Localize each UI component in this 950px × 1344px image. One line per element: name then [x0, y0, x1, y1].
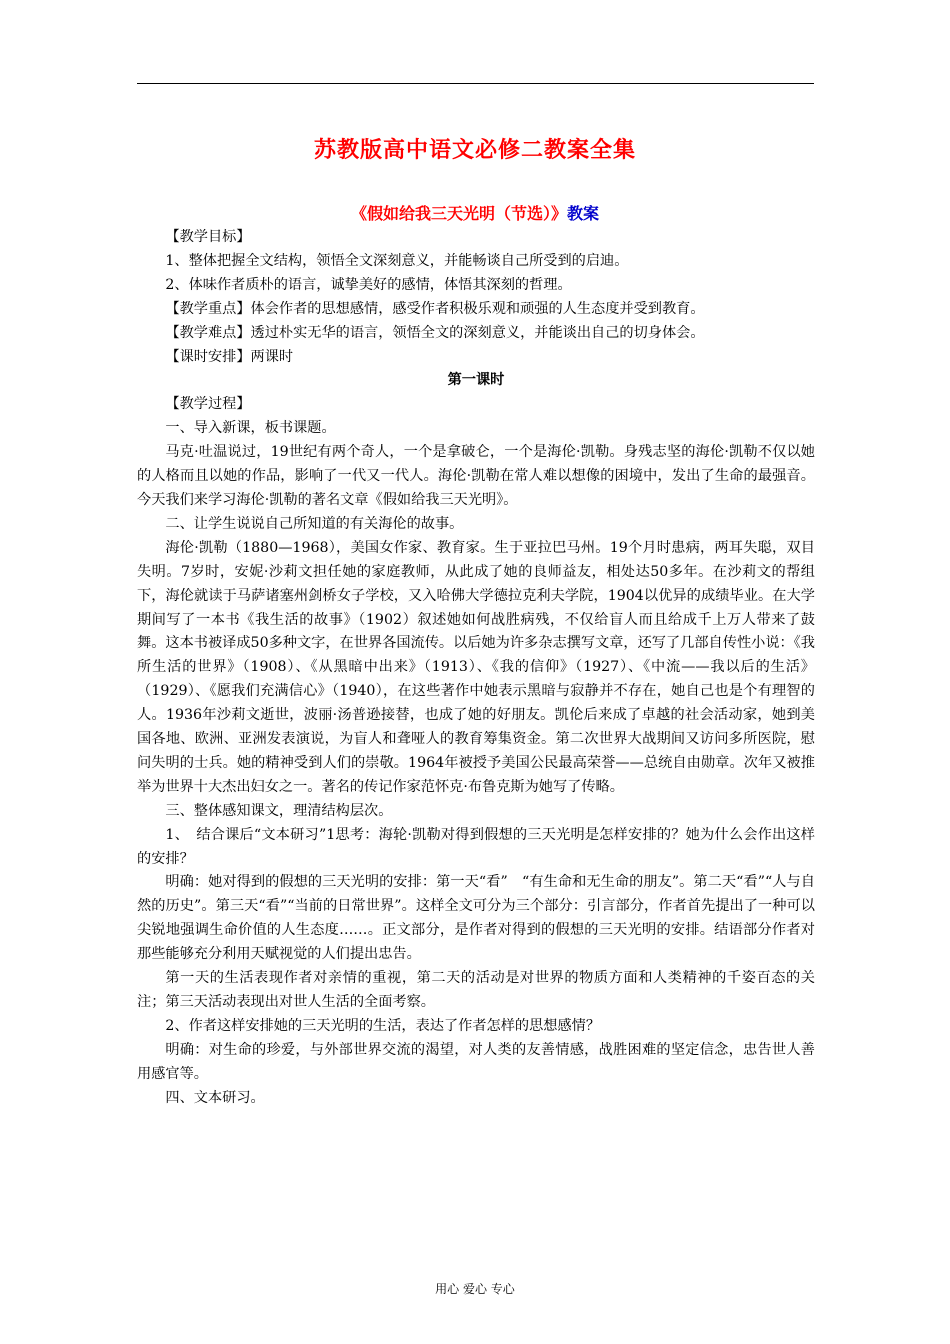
difficult-points: 【教学难点】透过朴实无华的语言，领悟全文的深刻意义，并能谈出自己的切身体会。: [165, 324, 705, 341]
body-paragraph: 海伦·凯勒（1880—1968），美国女作家、教育家。生于亚拉巴马州。19个月时患病，两耳失聪，双目失明。7岁时，安妮·沙莉文担任她的家庭教师，从此成了她的良师益友，相处达50多年。在沙莉文的帮组下，海伦就读于马萨诸塞州剑桥女子学校，又入哈佛大学德拉克利夫学院，1904以优异的成绩毕业。在大学期间写了一本书《我生活的故事》（1902）叙述她如何战胜病残，不仅给盲人而且给成千上万人带来了鼓舞。这本书被译成50多种文字，在世界各国流传。以后她为许多杂志撰写文章，还写了几部自传性小说：《我所生活的世界》（1908）、《从黑暗中出来》（1913）、《我的信仰》（1927）、《中流——我以后的生活》（1929）、《愿我们充满信心》（1940），在这些著作中她表示黑暗与寂静并不存在，她自己也是个有理智的人。1936年沙莉文逝世，波丽·汤普逊接替，也成了她的好朋友。凯伦后来成了卓越的社会活动家，她到美国各地、欧洲、亚洲发表演说，为盲人和聋哑人的教育筹集资金。第二次世界大战期间又访问多所医院，慰问失明的士兵。她的精神受到人们的崇敬。1964年被授予美国公民最高荣誉——总统自由勋章。次年又被推举为世界十大杰出妇女之一。著名的传记作家范怀克·布鲁克斯为她写了传略。: [137, 539, 815, 795]
body-paragraph: 第一天的生活表现作者对亲情的重视，第二天的活动是对世界的物质方面和人类精神的千姿百态的关注；第三天活动表现出对世人生活的全面考察。: [137, 970, 815, 1010]
header-rule: [137, 83, 814, 84]
lesson-book-title: 《假如给我三天光明（节选）》: [350, 204, 567, 223]
lesson-title: [0, 201, 950, 224]
document-body: [137, 226, 815, 1111]
body-paragraph: 马克·吐温说过，19世纪有两个奇人，一个是拿破仑，一个是海伦·凯勒。身残志坚的海伦·凯勒不仅以她的人格而且以她的作品，影响了一代又一代人。海伦·凯勒在常人难以想像的困境中，发出了生命的最强音。今天我们来学习海伦·凯勒的著名文章《假如给我三天光明》。: [137, 444, 815, 508]
lesson-one-heading: 第一课时: [447, 372, 505, 389]
lesson-title-suffix: 教案: [567, 204, 600, 223]
step-heading: 三、整体感知课文，理清结构层次。: [165, 802, 393, 819]
schedule: 【课时安排】两课时: [165, 348, 294, 365]
step-heading: 一、导入新课，板书课题。: [165, 420, 336, 437]
answer-paragraph: 明确：对生命的珍爱，与外部世界交流的渴望，对人类的友善情感，战胜困难的坚定信念，忠告世人善用感官等。: [137, 1041, 815, 1082]
question-item: 2、作者这样安排她的三天光明的生活，表达了作者怎样的思想感情？: [165, 1017, 601, 1034]
section-heading-goals: 【教学目标】: [165, 229, 251, 245]
answer-paragraph: 明确：她对得到的假想的三天光明的安排：第一天“看” “有生命和无生命的朋友”。第二天“看”“人与自然的历史”。第三天“看”“当前的日常世界”。这样全文可分为三个部分：引言部分，作者首先提出了一种可以尖锐地强调生命价值的人生态度……。正文部分，是作者对得到的假想的三天光明的安排。结语部分作者对那些能够充分利用天赋视觉的人们提出忠告。: [137, 874, 815, 963]
goal-item: 1、整体把握全文结构，领悟全文深刻意义，并能畅谈自己所受到的启迪。: [165, 252, 629, 269]
step-heading: 二、让学生说说自己所知道的有关海伦的故事。: [165, 515, 464, 532]
key-points: 【教学重点】体会作者的思想感情，感受作者积极乐观和顽强的人生态度并受到教育。: [165, 300, 705, 317]
question-item: 1、 结合课后“文本研习”1思考：海轮·凯勒对得到假想的三天光明是怎样安排的？她为什么会作出这样的安排？: [137, 826, 815, 867]
section-heading-process: 【教学过程】: [165, 396, 251, 413]
step-heading: 四、文本研习。: [165, 1089, 265, 1106]
goal-item: 2、体味作者质朴的语言，诚挚美好的感情，体悟其深刻的哲理。: [165, 276, 572, 293]
page-footer: 用心 爱心 专心: [435, 1282, 515, 1296]
document-title: 苏教版高中语文必修二教案全集: [313, 138, 636, 163]
